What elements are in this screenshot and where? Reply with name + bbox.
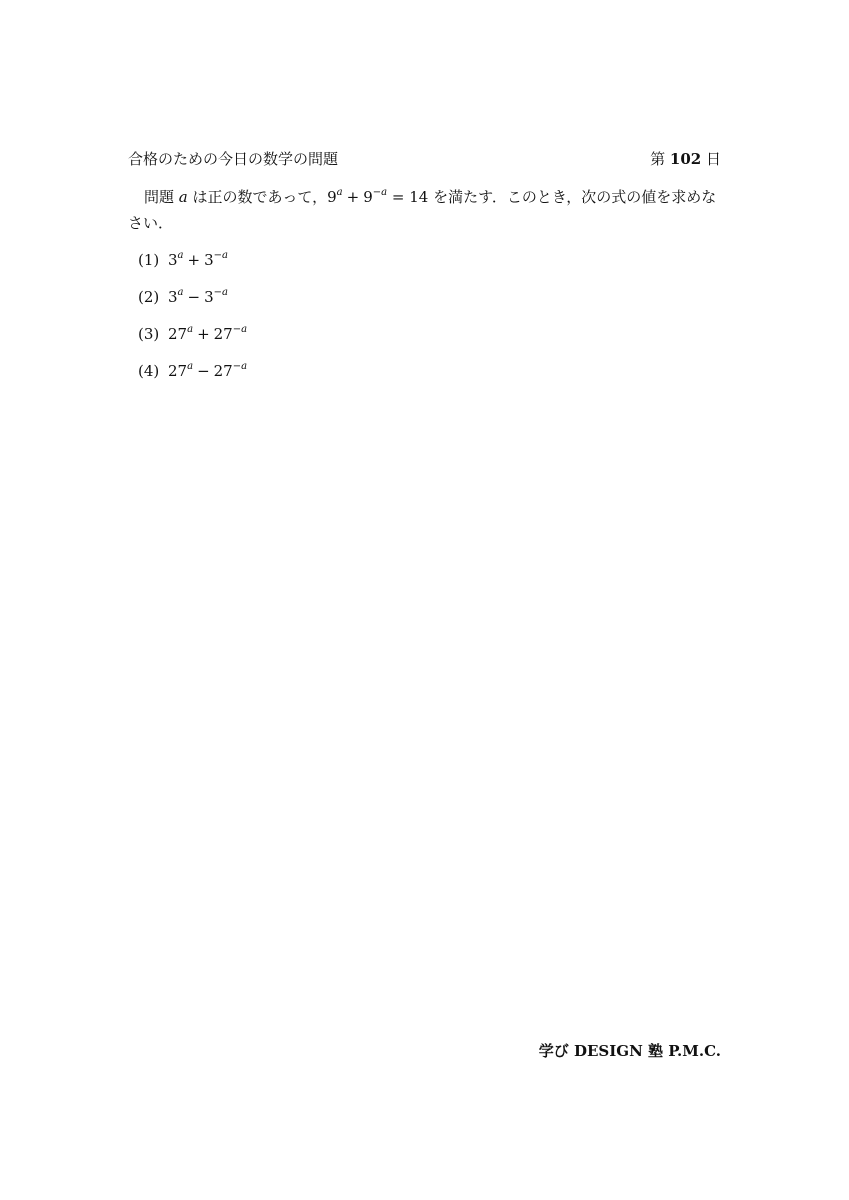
problem-statement (128, 184, 721, 236)
expr-base-2: 3 (204, 288, 214, 306)
expr-base-1: 27 (168, 325, 188, 343)
eq-base-1: 9 (327, 188, 337, 206)
eq-exp-1: a (336, 187, 343, 198)
expr-op: + (187, 251, 201, 269)
page-header (128, 145, 721, 171)
header-title: 合格のための今日の数学の問題 (128, 149, 339, 168)
expr-exp-1: a (177, 287, 184, 298)
footer-brand: 学び DESIGN 塾 P.M.C. (538, 1042, 721, 1060)
expr-exp-2: −a (213, 287, 228, 298)
expr-exp-2: −a (213, 250, 228, 261)
expr-base-2: 27 (213, 362, 233, 380)
expr-base-1: 3 (168, 288, 178, 306)
question-label: (1) (138, 251, 160, 269)
expr-op: − (197, 362, 210, 380)
problem-variable: a (178, 188, 188, 206)
problem-lead: 問題 (144, 188, 175, 206)
eq-base-2: 9 (363, 188, 373, 206)
day-number: 102 (669, 149, 702, 168)
eq-op: + (346, 188, 360, 206)
problem-text-2: を満たす．このとき，次の式の値を求めなさい． (128, 188, 717, 232)
expr-op: + (197, 325, 210, 343)
expr-op: − (187, 288, 201, 306)
expr-exp-1: a (177, 250, 184, 261)
expr-exp-1: a (187, 361, 194, 372)
day-suffix: 日 (705, 149, 721, 168)
question-list (138, 247, 247, 395)
question-label: (2) (138, 288, 160, 306)
eq-exp-2: −a (372, 187, 388, 198)
question-item (138, 247, 247, 284)
expr-exp-2: −a (232, 361, 248, 372)
day-counter (650, 148, 721, 169)
eq-rhs: = 14 (391, 188, 429, 206)
problem-equation (327, 188, 428, 206)
question-item (138, 284, 247, 321)
expr-base-1: 27 (168, 362, 188, 380)
expr-base-2: 3 (204, 251, 214, 269)
day-prefix: 第 (650, 149, 666, 168)
question-item (138, 321, 247, 358)
question-item (138, 358, 247, 395)
expr-base-1: 3 (168, 251, 178, 269)
question-label: (4) (138, 362, 160, 380)
expr-exp-2: −a (232, 324, 248, 335)
expr-exp-1: a (187, 324, 194, 335)
expr-base-2: 27 (213, 325, 233, 343)
question-label: (3) (138, 325, 160, 343)
problem-text-1: は正の数であって， (192, 188, 328, 206)
